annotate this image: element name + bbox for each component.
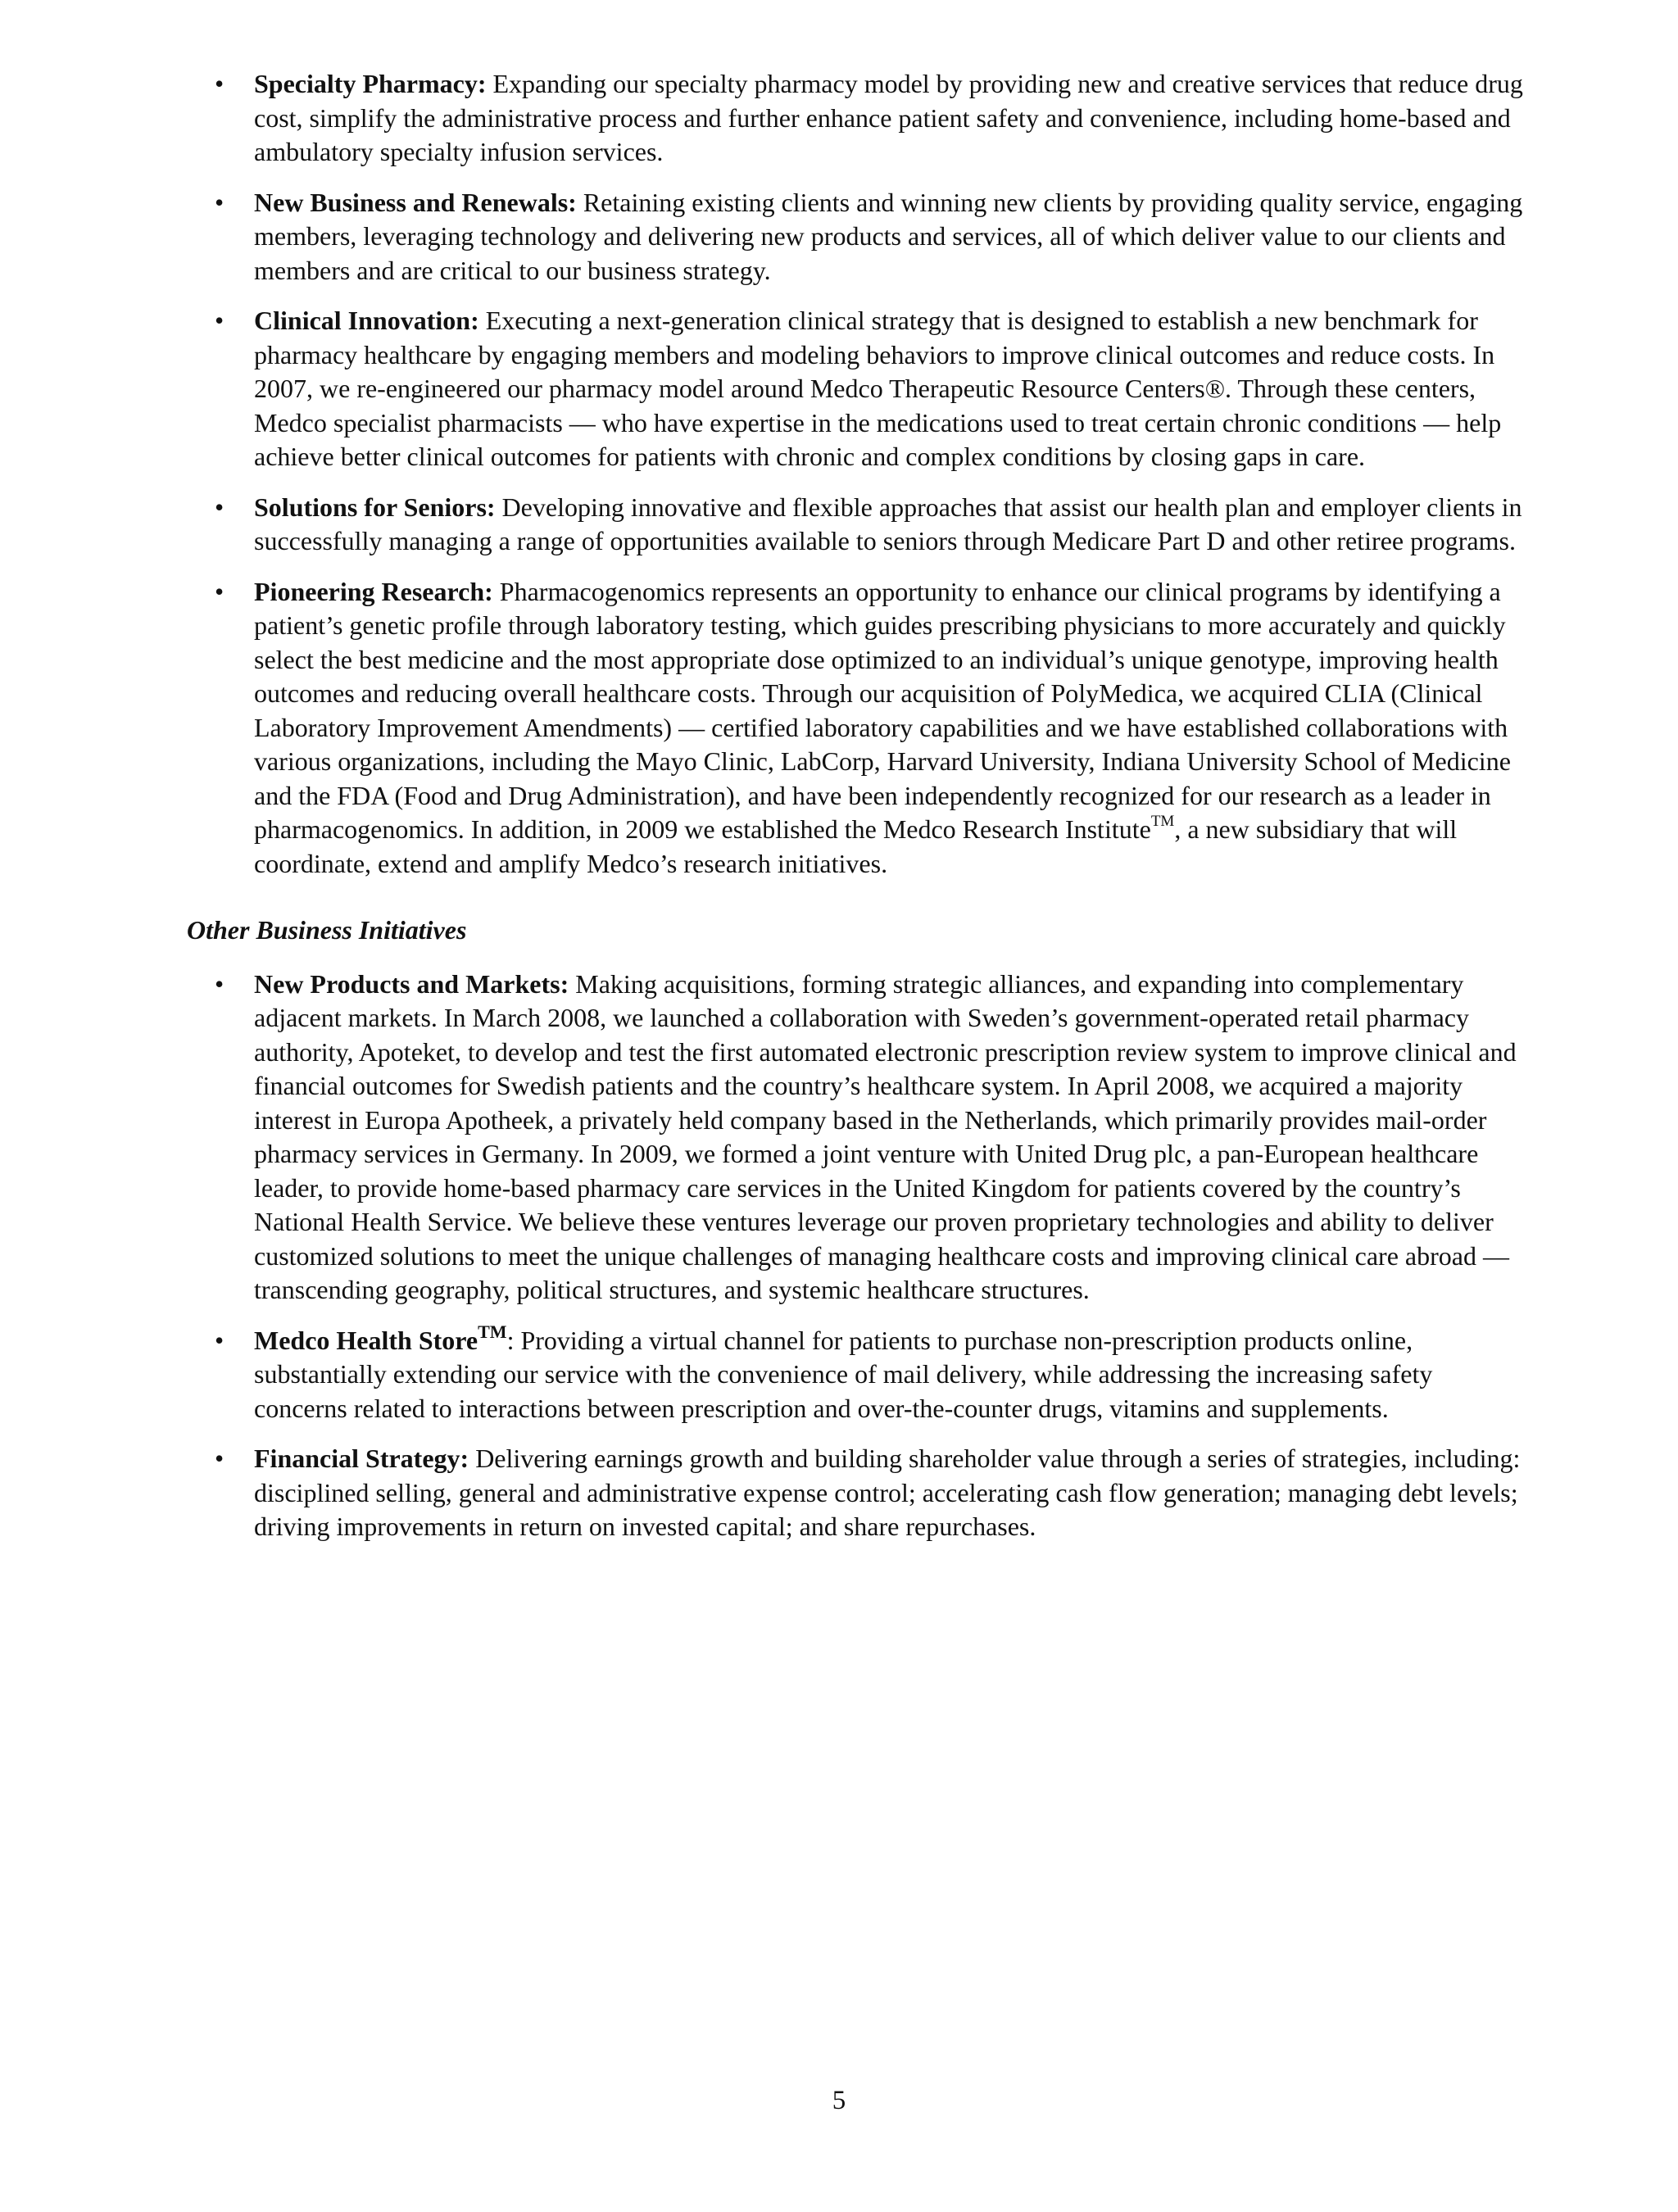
bullet-lead: New Business and Renewals: <box>254 187 577 217</box>
bullet-text: Executing a next-generation clinical strategy that is designed to establish a new benchmark for pharmacy healthcare by engaging members and modeling behaviors to improve clinical outcomes and reduce costs. In 2007, we re-engineered our pharmacy model around Medco Therapeutic Resource Centers®. Through these centers, Medco specialist pharmacists — who have expertise in the medications used to treat certain chronic conditions — help achieve better clinical outcomes for patients with chronic and complex conditions by closing gaps in care. <box>254 306 1502 471</box>
bullet-icon: • <box>215 968 224 999</box>
bullet-icon: • <box>215 187 224 217</box>
bullet-text-continued: , a new subsidiary that will coordinate, extend and amplify Medco’s research initiatives. <box>254 814 1458 878</box>
bullet-icon: • <box>215 1444 224 1473</box>
bullet-icon: • <box>215 576 224 606</box>
page-number: 5 <box>832 2086 846 2115</box>
bullet-medco-health-store <box>187 1321 1531 1426</box>
bullet-lead: Clinical Innovation: <box>254 306 479 335</box>
bullet-text: Delivering earnings growth and building shareholder value through a series of strategies, including: disciplined selling, general and administrative expense control; accelerating cash flow generation; managing debt levels; driving improvements in return on invested capital; and share repurchases. <box>254 1444 1521 1541</box>
section-heading-other-initiatives: Other Business Initiatives <box>187 915 467 945</box>
bullet-specialty-pharmacy <box>187 67 1531 170</box>
bullet-pioneering-research <box>187 575 1531 882</box>
page-content <box>187 67 1531 1561</box>
bullet-icon: • <box>215 306 224 335</box>
bullet-lead: Pioneering Research: <box>254 576 493 606</box>
bullet-solutions-for-seniors <box>187 491 1531 559</box>
bullet-lead: Solutions for Seniors: <box>254 492 496 522</box>
bullet-clinical-innovation <box>187 304 1531 474</box>
bullet-financial-strategy <box>187 1442 1531 1544</box>
bullet-text: Expanding our specialty pharmacy model by providing new and creative services that reduce drug cost, simplify the administrative process and further enhance patient safety and convenience, including home-based and ambulatory specialty infusion services. <box>254 69 1523 166</box>
trademark-symbol: TM <box>1150 813 1175 830</box>
bullet-text: Developing innovative and flexible approaches that assist our health plan and employer clients in successfully managing a range of opportunities available to seniors through Medicare Part D and other retiree programs. <box>254 492 1522 555</box>
bullet-icon: • <box>215 1325 224 1355</box>
trademark-symbol: TM <box>478 1321 507 1342</box>
other-initiatives-bullet-list <box>187 968 1531 1544</box>
bullet-lead: Financial Strategy: <box>254 1444 469 1473</box>
bullet-icon: • <box>215 492 224 522</box>
bullet-text: Making acquisitions, forming strategic alliances, and expanding into complementary adjacent markets. In March 2008, we launched a collaboration with Sweden’s government-operated retail pharmacy authority, Apoteket, to develop and test the first automated electronic prescription review system to improve clinical and financial outcomes for Swedish patients and the country’s healthcare system. In April 2008, we acquired a majority interest in Europa Apotheek, a privately held company based in the Netherlands, which primarily provides mail-order pharmacy services in Germany. In 2009, we formed a joint venture with United Drug plc, a pan-European healthcare leader, to provide home-based pharmacy care services in the United Kingdom for patients covered by the country’s National Health Service. We believe these ventures leverage our proven proprietary technologies and ability to deliver customized solutions to meet the unique challenges of managing healthcare costs and improving clinical care abroad — transcending geography, political structures, and systemic healthcare structures. <box>254 968 1517 1304</box>
strategy-bullet-list <box>187 67 1531 881</box>
bullet-new-business-renewals <box>187 186 1531 288</box>
bullet-lead: Specialty Pharmacy: <box>254 69 487 98</box>
bullet-icon: • <box>215 69 224 98</box>
bullet-text: Pharmacogenomics represents an opportunity to enhance our clinical programs by identifying a patient’s genetic profile through laboratory testing, which guides prescribing physicians to more accurately and quickly select the best medicine and the most appropriate dose optimized to an individual’s unique genotype, improving health outcomes and reducing overall healthcare costs. Through our acquisition of PolyMedica, we acquired CLIA (Clinical Laboratory Improvement Amendments) — certified laboratory capabilities and we have established collaborations with various organizations, including the Mayo Clinic, LabCorp, Harvard University, Indiana University School of Medicine and the FDA (Food and Drug Administration), and have been independently recognized for our research as a leader in pharmacogenomics. In addition, in 2009 we established the Medco Research Institute <box>254 576 1511 844</box>
bullet-new-products-markets <box>187 968 1531 1308</box>
bullet-text: Retaining existing clients and winning new clients by providing quality service, engaging members, leveraging technology and delivering new products and services, all of which deliver value to our clients and members and are critical to our business strategy. <box>254 187 1523 285</box>
bullet-lead: Medco Health Store <box>254 1325 478 1355</box>
bullet-text: : Providing a virtual channel for patients to purchase non-prescription products online, substantially extending our service with the convenience of mail delivery, while addressing the increasing safety concerns related to interactions between prescription and over-the-counter drugs, vitamins and supplements. <box>254 1325 1433 1423</box>
bullet-lead: New Products and Markets: <box>254 968 569 999</box>
